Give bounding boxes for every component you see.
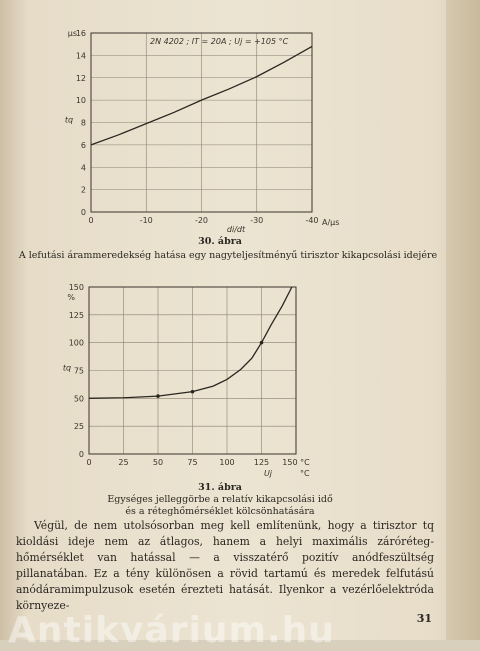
body-paragraph (16, 518, 434, 614)
data-point (156, 394, 160, 398)
x-tick-label: -30 (250, 216, 264, 225)
figure-30-chart (0, 0, 480, 250)
y-tick-label: 14 (75, 51, 86, 61)
y-tick-label: 25 (73, 422, 84, 432)
figure-30-legend: 2N 4202 ; IT = 20A ; Uj = +105 °C (150, 37, 289, 46)
x-tick-label: 0 (88, 216, 94, 225)
body-text: Végül, de nem utolsósorban meg kell említenünk, hogy a tirisztor tq kioldási ideje nem az átlagos, hanem a helyi maximális záróréteg-hőmérséklet van hatással — a visszatérő pozitív anódfeszültség pillanatában. Ez a tény különösen a rövid tartamú és meredek felfutású anódáramimpulzusok esetén érezteti hatását. Ilyenkor a vezérlőelektróda környeze- (16, 519, 434, 612)
figure-31-caption-line1: Egységes jelleggörbe a relatív kikapcsolási idő (107, 494, 333, 505)
y-axis-unit: µs (67, 29, 77, 38)
y-axis-unit: % (67, 293, 75, 302)
x-tick-label: 75 (187, 458, 198, 467)
y-tick-label: 2 (80, 185, 86, 195)
x-axis-label: Uj (263, 469, 273, 478)
x-tick-label: -40 (305, 216, 319, 225)
figure-30-caption: A lefutási árammeredekség hatása egy nagyteljesítményű tirisztor kikapcsolási idejére (18, 250, 438, 261)
x-tick-label: 25 (118, 458, 129, 467)
data-point (260, 341, 264, 345)
y-tick-label: 75 (73, 366, 84, 376)
figure-31-chart (0, 270, 480, 480)
x-tick-label: 100 (219, 458, 235, 467)
x-tick-label: 0 (86, 458, 92, 467)
x-tick-label: 125 (253, 458, 270, 467)
x-axis-unit: °C (300, 469, 310, 478)
y-tick-label: 6 (80, 140, 86, 150)
watermark: Antikvárium.hu (8, 610, 335, 651)
y-tick-label: 10 (75, 96, 86, 106)
x-tick-label: 50 (152, 458, 164, 467)
y-axis-label: tq (62, 363, 72, 373)
y-tick-label: 4 (80, 163, 86, 173)
y-tick-label: 150 (68, 283, 84, 292)
page-number: 31 (416, 612, 432, 625)
y-tick-label: 125 (68, 310, 84, 320)
figure-30-number: 30. ábra (198, 236, 242, 247)
x-axis-label: di/dt (226, 225, 246, 234)
figure-31-caption-line2: és a réteghőmérséklet kölcsönhatására (125, 506, 315, 517)
y-tick-label: 0 (78, 450, 84, 459)
y-tick-label: 0 (80, 208, 86, 217)
y-tick-label: 100 (68, 338, 84, 348)
y-axis-label: tq (64, 115, 74, 125)
y-tick-label: 16 (75, 29, 86, 38)
x-tick-label: 150 °C (282, 458, 310, 467)
x-tick-label: -20 (194, 216, 209, 225)
x-axis-unit: A/µs (322, 218, 340, 227)
y-tick-label: 12 (75, 73, 86, 83)
data-point (191, 390, 195, 394)
figure-31-number: 31. ábra (198, 482, 242, 493)
y-tick-label: 8 (80, 118, 86, 128)
y-tick-label: 50 (73, 394, 84, 404)
x-tick-label: -10 (139, 216, 153, 225)
